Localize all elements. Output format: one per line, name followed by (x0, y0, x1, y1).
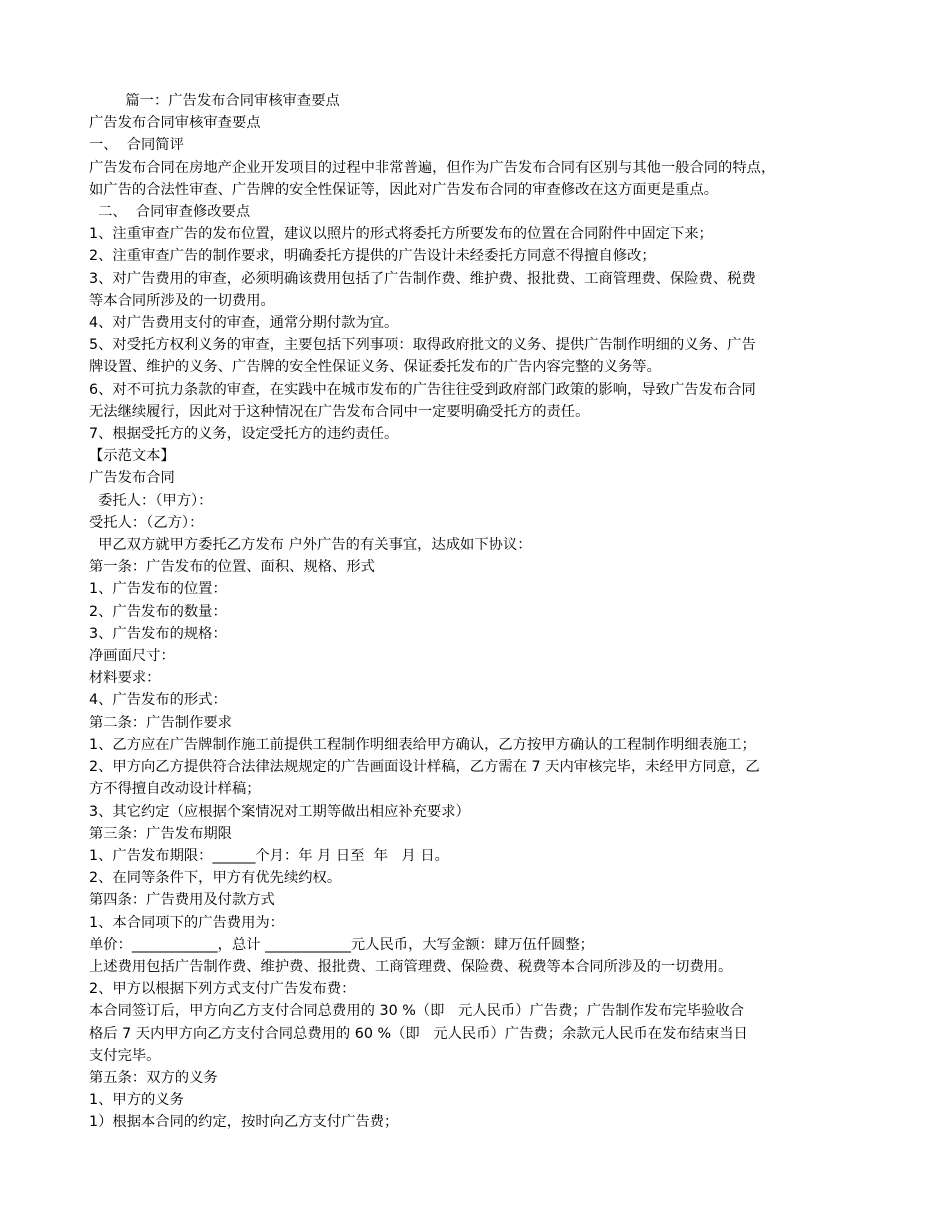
list-item: 1、乙方应在广告牌制作施工前提供工程制作明细表给甲方确认，乙方按甲方确认的工程制作明细表施工； (89, 736, 756, 753)
list-item: 6、对不可抗力条款的审查，在实践中在城市发布的广告往往受到政府部门政策的影响，导致广告发布合同 (89, 381, 756, 398)
list-item: 净画面尺寸： (89, 648, 175, 665)
list-item: 1、甲方的义务 (89, 1092, 184, 1109)
contract-title: 广告发布合同 (89, 470, 175, 487)
list-item: 7、根据受托方的义务，设定受托方的违约责任。 (89, 426, 399, 443)
section-heading: 一、 合同简评 (89, 137, 184, 154)
list-item: 材料要求： (89, 670, 161, 687)
list-item: 3、广告发布的规格： (89, 625, 227, 642)
list-item: 4、对广告费用支付的审查，通常分期付款为宜。 (89, 315, 399, 332)
list-item: 1、本合同项下的广告费用为： (89, 914, 284, 931)
party-line: 委托人：（甲方）： (89, 492, 213, 509)
list-item: 1、注重审查广告的发布位置，建议以照片的形式将委托方所要发布的位置在合同附件中固定下来； (89, 226, 713, 243)
section-heading: 二、 合同审查修改要点 (89, 204, 251, 221)
clause-heading: 第三条：广告发布期限 (89, 825, 232, 842)
document-body (89, 90, 879, 1134)
list-item: 2、在同等条件下，甲方有优先续约权。 (89, 870, 342, 887)
list-item: 4、广告发布的形式： (89, 692, 227, 709)
price-line: 单价：____________，总计 ____________元人民币，大写金额：肆万伍仟圆整； (89, 936, 594, 953)
paragraph-line: 上述费用包括广告制作费、维护费、报批费、工商管理费、保险费、税费等本合同所涉及的一切费用。 (89, 958, 733, 975)
list-item: 2、广告发布的数量： (89, 603, 227, 620)
list-item: 2、甲方以根据下列方式支付广告发布费： (89, 981, 356, 998)
clause-heading: 第一条：广告发布的位置、面积、规格、形式 (89, 559, 375, 576)
list-item: 3、其它约定（应根据个案情况对工期等做出相应补充要求） (89, 803, 470, 820)
paragraph-line: 如广告的合法性审查、广告牌的安全性保证等，因此对广告发布合同的审查修改在这方面更是重点。 (89, 181, 719, 198)
paragraph-line: 本合同签订后，甲方向乙方支付合同总费用的 30 %（即 元人民币）广告费；广告制作发布完毕验收合 (89, 1003, 744, 1020)
clause-heading: 第五条：双方的义务 (89, 1069, 218, 1086)
list-item: 1、广告发布的位置： (89, 581, 227, 598)
list-item: 5、对受托方权利义务的审查，主要包括下列事项：取得政府批文的义务、提供广告制作明细的义务、广告 (89, 337, 756, 354)
list-item: 3、对广告费用的审查，必须明确该费用包括了广告制作费、维护费、报批费、工商管理费、保险费、税费 (89, 270, 756, 287)
list-item: 1、广告发布期限：______个月：年 月 日至 年 月 日。 (89, 847, 449, 864)
list-item-continuation: 牌设置、维护的义务、广告牌的安全性保证义务、保证委托发布的广告内容完整的义务等。 (89, 359, 661, 376)
paragraph-line: 广告发布合同在房地产企业开发项目的过程中非常普遍，但作为广告发布合同有区别与其他一般合同的特点， (89, 159, 776, 176)
document-heading: 篇一：广告发布合同审核审查要点 (89, 93, 340, 109)
list-item: 2、甲方向乙方提供符合法律法规规定的广告画面设计样稿，乙方需在 7 天内审核完毕，未经甲方同意，乙 (89, 759, 760, 776)
paragraph-line: 格后 7 天内甲方向乙方支付合同总费用的 60 %（即 元人民币）广告费；余款元人民币在发布结束当日 (89, 1025, 748, 1042)
list-item-continuation: 方不得擅自改动设计样稿； (89, 781, 261, 798)
paragraph-line: 甲乙双方就甲方委托乙方发布 户外广告的有关事宜，达成如下协议： (89, 537, 532, 554)
section-heading: 【示范文本】 (89, 448, 175, 465)
list-item: 1）根据本合同的约定，按时向乙方支付广告费； (89, 1114, 399, 1131)
list-item-continuation: 等本合同所涉及的一切费用。 (89, 292, 275, 309)
document-subtitle: 广告发布合同审核审查要点 (89, 115, 261, 132)
paragraph-line: 支付完毕。 (89, 1047, 161, 1064)
list-item-continuation: 无法继续履行，因此对于这种情况在广告发布合同中一定要明确受托方的责任。 (89, 403, 590, 420)
list-item: 2、注重审查广告的制作要求，明确委托方提供的广告设计未经委托方同意不得擅自修改； (89, 248, 656, 265)
clause-heading: 第四条：广告费用及付款方式 (89, 892, 275, 909)
clause-heading: 第二条：广告制作要求 (89, 714, 232, 731)
party-line: 受托人：（乙方）： (89, 514, 204, 531)
